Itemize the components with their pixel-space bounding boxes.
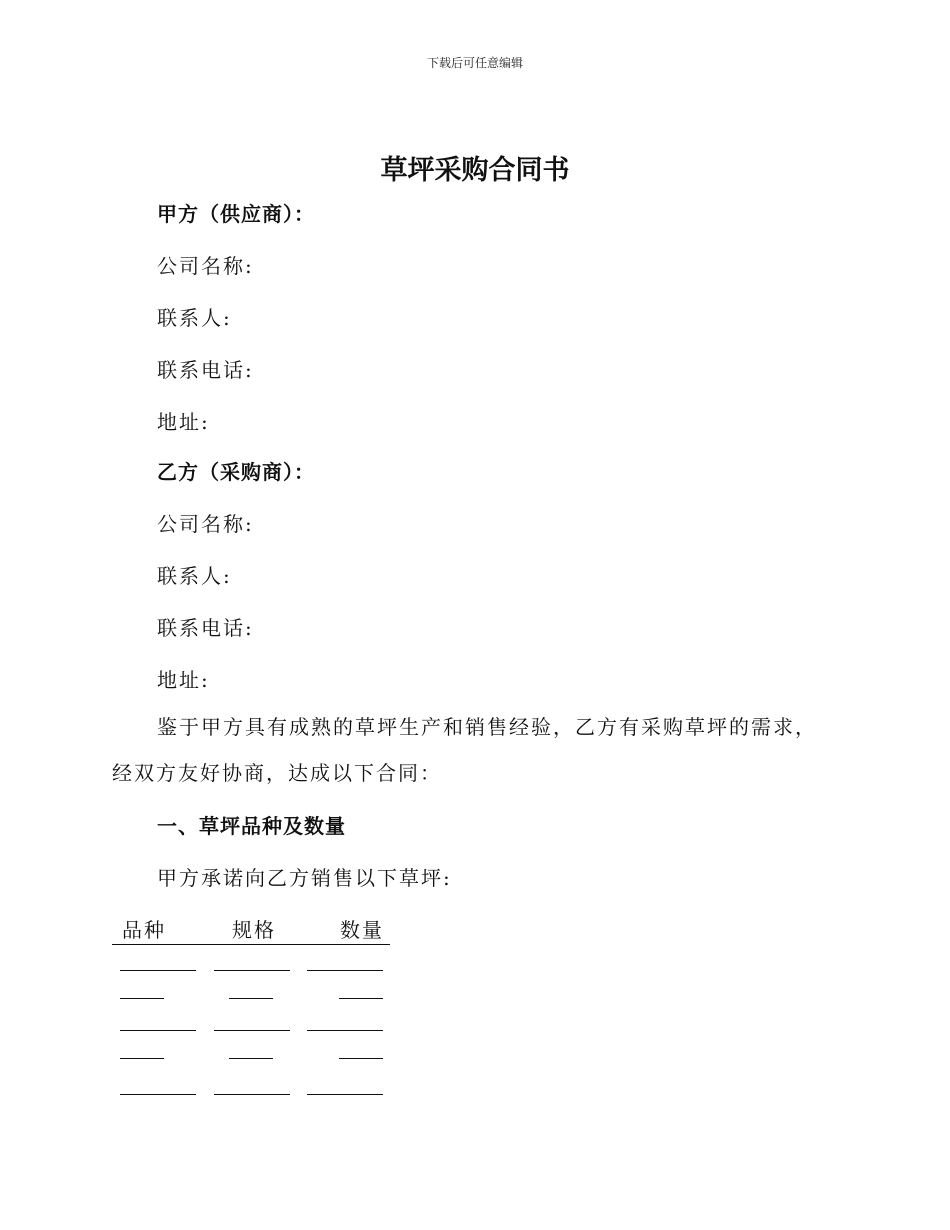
header-note: 下载后可任意编辑 xyxy=(426,56,523,70)
party-b-contact-label: 联系人: xyxy=(157,564,232,588)
table-row xyxy=(112,960,390,980)
party-a-contact-label: 联系人: xyxy=(157,306,232,330)
blank-line xyxy=(339,1048,383,1059)
blank-line xyxy=(339,988,383,999)
blank-line xyxy=(307,1084,383,1095)
party-a-company-label: 公司名称: xyxy=(157,254,254,278)
party-b-company-label: 公司名称: xyxy=(157,512,254,536)
party-a-phone-label: 联系电话: xyxy=(157,358,254,382)
blank-line xyxy=(229,988,273,999)
blank-line xyxy=(120,960,196,971)
table-header-variety: 品种 xyxy=(122,918,166,942)
blank-line xyxy=(214,1020,290,1031)
table-row xyxy=(112,1084,390,1104)
table-header-spec: 规格 xyxy=(232,918,276,942)
blank-line xyxy=(214,1084,290,1095)
party-b-phone-label: 联系电话: xyxy=(157,616,254,640)
table-row xyxy=(112,1048,390,1068)
section-1-heading: 一、草坪品种及数量 xyxy=(157,814,346,838)
party-b-heading: 乙方（采购商）： xyxy=(157,460,315,484)
party-b-address-label: 地址: xyxy=(157,668,210,692)
table-row xyxy=(112,988,390,1008)
party-a-address-label: 地址: xyxy=(157,410,210,434)
blank-line xyxy=(307,960,383,971)
intro-paragraph: 鉴于甲方具有成熟的草坪生产和销售经验，乙方有采购草坪的需求，经双方友好协商，达成以下合同： xyxy=(112,715,817,785)
blank-line xyxy=(214,960,290,971)
blank-line xyxy=(120,1020,196,1031)
blank-line xyxy=(120,1084,196,1095)
table-header xyxy=(112,912,390,945)
table-row xyxy=(112,1020,390,1040)
blank-line xyxy=(307,1020,383,1031)
page-title: 草坪采购合同书 xyxy=(380,155,570,186)
section-1-text: 甲方承诺向乙方销售以下草坪: xyxy=(157,866,452,890)
blank-line xyxy=(120,1048,164,1059)
blank-line xyxy=(120,988,164,999)
party-a-heading: 甲方（供应商）： xyxy=(157,202,315,226)
blank-line xyxy=(229,1048,273,1059)
table-header-quantity: 数量 xyxy=(340,918,384,942)
variety-table xyxy=(112,912,390,945)
